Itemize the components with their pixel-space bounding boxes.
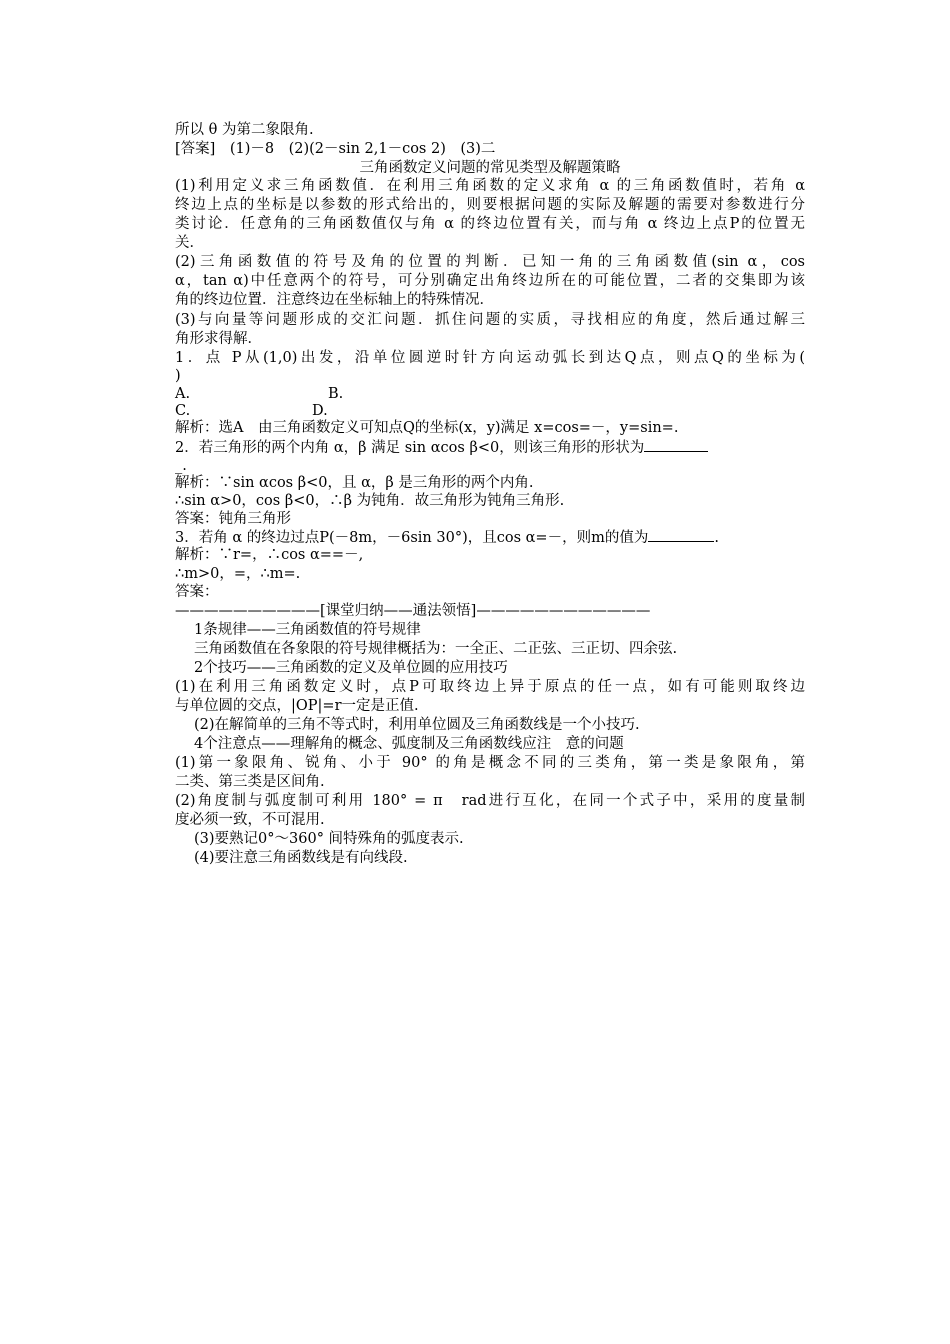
text-line: 类讨论．任意角的三角函数值仅与角 α 的终边位置有关，而与角 α 终边上点P的位置无: [175, 216, 805, 232]
question-3-end: .: [714, 530, 719, 546]
summary-heading: 1条规律——三角函数值的符号规律: [194, 622, 421, 638]
text-line: (1)利用定义求三角函数值．在利用三角函数的定义求角 α 的三角函数值时，若角 α: [175, 178, 805, 194]
text-line: 与单位圆的交点，|OP|=r一定是正值.: [175, 698, 419, 714]
text-line: _.: [175, 458, 187, 474]
text-line: 解析：∵r=，∴cos α==－,: [175, 547, 364, 563]
text-line: ∴m>0，=，∴m=.: [175, 566, 301, 582]
option-c: C.: [175, 403, 191, 419]
answer-blank: [648, 529, 714, 542]
answer-line: 答案：钝角三角形: [175, 511, 291, 527]
question-3-text: 3．若角 α 的终边过点P(－8m，－6sin 30°)，且cos α=－，则m的值为: [175, 530, 649, 546]
text-line: (1)在利用三角函数定义时，点P可取终边上异于原点的任一点，如有可能则取终边: [175, 679, 805, 695]
answer-line: 答案：: [175, 584, 219, 600]
text-line: 二类、第三类是区间角.: [175, 774, 325, 790]
question-2: [175, 439, 708, 457]
text-line: 角的终边位置．注意终边在坐标轴上的特殊情况．: [175, 292, 494, 308]
option-a: A.: [175, 386, 191, 402]
option-d: D.: [312, 403, 328, 419]
text-line: 解析：∵sin αcos β<0，且 α，β 是三角形的两个内角.: [175, 475, 534, 491]
question-2-text: 2．若三角形的两个内角 α，β 满足 sin αcos β<0，则该三角形的形状为: [175, 440, 645, 456]
option-b: B.: [328, 386, 344, 402]
text-line: (1)第一象限角、锐角、小于 90° 的角是概念不同的三类角，第一类是象限角，第: [175, 755, 805, 771]
summary-heading: 4个注意点——理解角的概念、弧度制及三角函数线应注 意的问题: [194, 736, 624, 752]
text-line: 终边上点的坐标是以参数的形式给出的，则要根据问题的实际及解题的需要对参数进行分: [175, 197, 805, 213]
answer-line: [答案] (1)－8 (2)(2－sin 2,1－cos 2) (3)二: [175, 141, 496, 157]
text-line: 角形求得解．: [175, 331, 262, 347]
text-line: α，tan α)中任意两个的符号，可分别确定出角终边所在的可能位置，二者的交集即为该: [175, 273, 805, 289]
text-line: ∴sin α>0，cos β<0，∴β 为钝角．故三角形为钝角三角形.: [175, 493, 565, 509]
text-line: 解析：选A 由三角函数定义可知点Q的坐标(x，y)满足 x=cos=－，y=sin=.: [175, 420, 679, 436]
text-line: 所以 θ 为第二象限角.: [175, 122, 314, 138]
question-1: 1．点 P从(1,0)出发，沿单位圆逆时针方向运动弧长到达Q点，则点Q的坐标为(: [175, 350, 805, 366]
text-line: (2)角度制与弧度制可利用 180° = π rad进行互化，在同一个式子中，采用的度量制: [175, 793, 805, 809]
text-line: (3)要熟记0°～360° 间特殊角的弧度表示.: [194, 831, 464, 847]
text-line: (4)要注意三角函数线是有向线段.: [194, 850, 408, 866]
text-line: (3)与向量等问题形成的交汇问题．抓住问题的实质，寻找相应的角度，然后通过解三: [175, 312, 805, 328]
text-line: (2)三角函数值的符号及角的位置的判断．已知一角的三角函数值(sin α，cos: [175, 254, 805, 270]
text-line: 关．: [175, 235, 204, 251]
summary-divider: ——————————[课堂归纳——通法领悟]————————————: [175, 603, 651, 619]
text-line: 三角函数值在各象限的符号规律概括为：一全正、二正弦、三正切、四余弦.: [194, 641, 678, 657]
text-line: ): [175, 368, 181, 384]
summary-heading: 2个技巧——三角函数的定义及单位圆的应用技巧: [194, 660, 508, 676]
answer-blank: [644, 439, 708, 452]
text-line: (2)在解简单的三角不等式时，利用单位圆及三角函数线是一个小技巧.: [194, 717, 640, 733]
section-heading: 三角函数定义问题的常见类型及解题策略: [359, 160, 621, 176]
text-line: 度必须一致，不可混用.: [175, 812, 325, 828]
question-3: [175, 529, 719, 547]
